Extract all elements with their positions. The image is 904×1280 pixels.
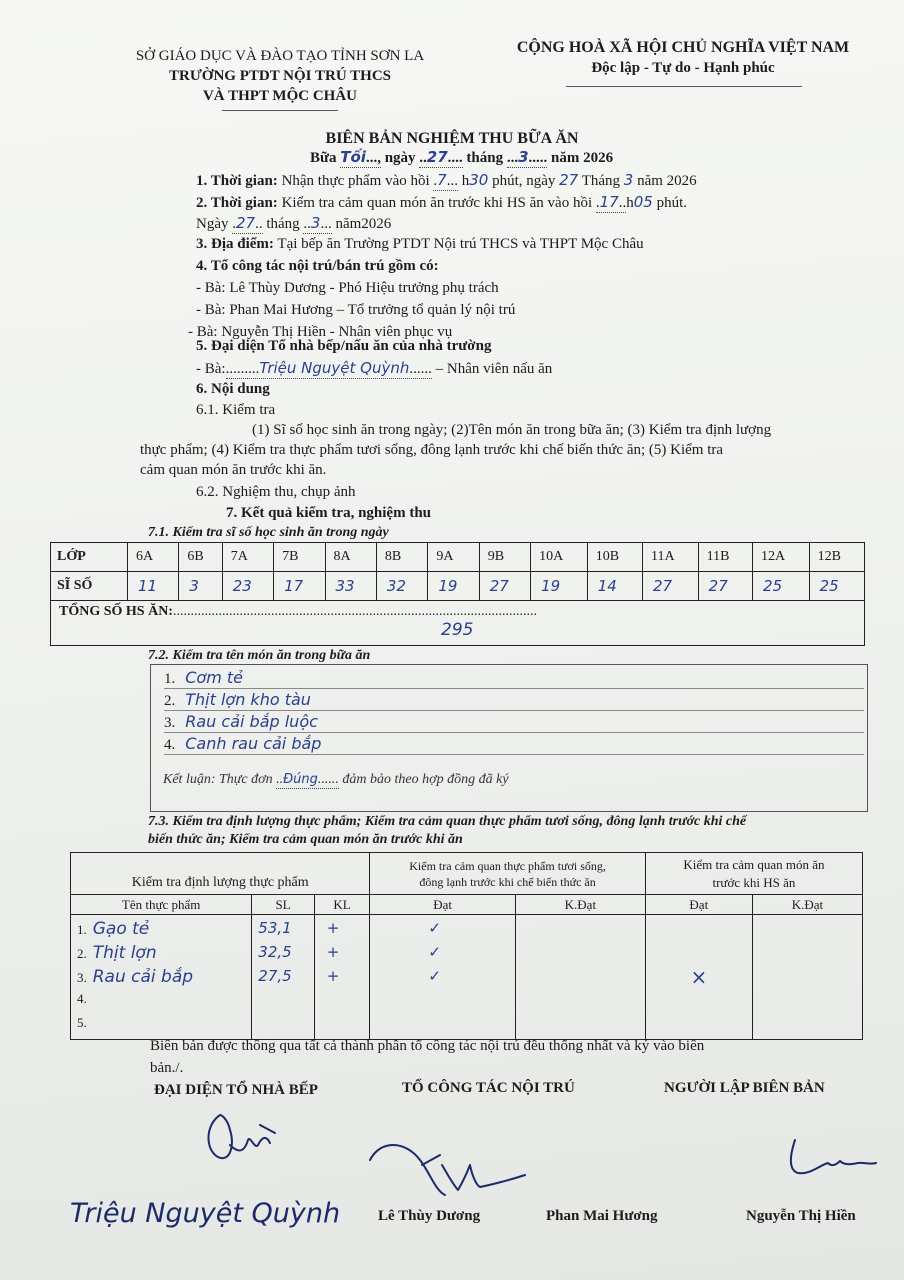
committee-sign-title: TỔ CÔNG TÁC NỘI TRÚ <box>402 1080 575 1096</box>
sub-food: Tên thực phẩm <box>71 895 252 915</box>
class-10a: 10A <box>531 543 588 572</box>
class-12b: 12B <box>809 543 864 572</box>
header-right <box>488 38 878 78</box>
dish-conclusion: Kết luận: Thực đơn ..Đúng...... đảm bảo theo hợp đồng đã ký <box>163 772 509 787</box>
food-number: 2. <box>77 946 87 961</box>
count-value: 19 <box>438 576 458 595</box>
section-2-minute: 05 <box>633 193 653 211</box>
count-value: 27 <box>652 576 673 595</box>
section-7-3-title-line-1: 7.3. Kiểm tra định lượng thực phẩm; Kiểm tra cảm quan thực phẩm tươi sống, đông lạnh trước khi chế <box>148 814 747 829</box>
col-sensory-header <box>645 853 862 895</box>
food-row <box>77 919 149 939</box>
count-value: 19 <box>541 576 561 595</box>
header-left-underline <box>222 110 338 111</box>
count-7a <box>222 572 273 601</box>
section-7-2-title: 7.2. Kiểm tra tên món ăn trong bữa ăn <box>148 648 371 663</box>
dish-row <box>164 712 864 733</box>
conclusion-text: đảm bảo theo hợp đồng đã ký <box>342 772 509 787</box>
class-6b: 6B <box>179 543 222 572</box>
class-count-table <box>50 542 865 601</box>
count-value: 27 <box>489 576 509 595</box>
sub-sensory-pass: Đạt <box>645 895 752 915</box>
dish-number: 4. <box>164 737 176 753</box>
section-2: 2. Thời gian: Kiểm tra cảm quan món ăn trước khi HS ăn vào hồi .17..h05 phút. <box>196 193 687 211</box>
section-1-hour: 7 <box>437 171 447 189</box>
class-6a: 6A <box>128 543 179 572</box>
count-value: 3 <box>189 576 199 595</box>
class-9b: 9B <box>479 543 530 572</box>
sub-fresh-pass: Đạt <box>370 895 516 915</box>
food-name: Gạo tẻ <box>92 919 150 939</box>
committee-name-2: Phan Mai Hương <box>546 1208 658 1224</box>
closing-line-1: Biên bản được thông qua tất cả thành phần tổ công tác nội trú đều thống nhất và ký vào biên <box>150 1038 705 1054</box>
food-kl-value: + <box>326 943 340 961</box>
food-fresh-fail-cell <box>515 915 645 1040</box>
section-4-heading: 4. Tổ công tác nội trú/bán trú gồm có: <box>196 258 439 274</box>
dish-name: Thịt lợn kho tàu <box>185 690 311 709</box>
section-3 <box>196 236 644 253</box>
committee-name-1: Lê Thùy Dương <box>378 1208 481 1224</box>
section-2-day: 27 <box>236 214 256 232</box>
food-kl-value: + <box>326 919 340 937</box>
food-number: 3. <box>77 970 87 985</box>
food-pass-value: ✓ <box>428 919 441 937</box>
col-fresh-line-2: đông lạnh trước khi chế biến thức ăn <box>419 874 596 889</box>
food-name-cell <box>71 915 252 1040</box>
count-value: 25 <box>763 576 783 595</box>
food-kl-cell <box>314 915 370 1040</box>
conclusion-value: Đúng <box>283 772 318 787</box>
count-10a <box>531 572 588 601</box>
section-6-sub-1: 6.1. Kiểm tra <box>196 402 276 418</box>
recorder-signature <box>780 1135 880 1185</box>
kitchen-sign-title: ĐẠI DIỆN TỔ NHÀ BẾP <box>154 1082 318 1098</box>
total-value: 295 <box>441 620 474 640</box>
dish-row <box>164 734 864 755</box>
dish-name: Rau cải bắp luộc <box>185 712 318 731</box>
header-school-line2: VÀ THPT MỘC CHÂU <box>202 88 358 104</box>
section-1-prefix: 1. Thời gian: <box>196 173 278 189</box>
class-11a: 11A <box>642 543 698 572</box>
food-sensory-pass-cell <box>645 915 752 1040</box>
count-12a <box>753 572 810 601</box>
total-label-text: TỔNG SỐ HS ĂN: <box>59 604 173 619</box>
section-3-prefix: 3. Địa điểm: <box>196 236 274 252</box>
section-1-month: 3 <box>623 171 634 189</box>
food-number: 4. <box>77 991 87 1006</box>
section-1-minute: 30 <box>469 171 489 189</box>
sub-sensory-fail: K.Đạt <box>752 895 862 915</box>
food-sl-value: 27,5 <box>258 967 292 985</box>
section-2-text-b: phút. <box>656 195 687 211</box>
count-value: 14 <box>597 576 617 595</box>
section-2-date: Ngày .27.. tháng ..3... năm2026 <box>196 214 392 232</box>
section-1-text-a: Nhận thực phẩm vào hồi <box>281 173 430 189</box>
food-fresh-pass-cell <box>370 915 516 1040</box>
count-9b <box>479 572 530 601</box>
dish-name: Cơm tẻ <box>185 668 243 687</box>
count-row-label: SĨ SỐ <box>51 572 128 601</box>
count-value: 25 <box>819 576 839 595</box>
food-row <box>77 943 157 963</box>
section-4-member-3: - Bà: Nguyễn Thị Hiền - Nhân viên phục vụ <box>188 324 453 340</box>
class-9a: 9A <box>428 543 479 572</box>
col-fresh-header <box>370 853 645 895</box>
section-1-text-b: phút, ngày <box>492 173 556 189</box>
section-5-heading: 5. Đại diện Tổ nhà bếp/nấu ăn của nhà trường <box>196 338 492 354</box>
meal-month-value: 3 <box>518 148 529 166</box>
header-motto: Độc lập - Tự do - Hạnh phúc <box>591 60 775 76</box>
dish-row <box>164 690 864 711</box>
meal-value: Tối <box>340 148 366 166</box>
class-12a: 12A <box>753 543 810 572</box>
food-sl-cell <box>252 915 314 1040</box>
sub-sl: SL <box>252 895 314 915</box>
count-row <box>51 572 865 601</box>
total-box <box>50 600 865 646</box>
section-6-para-line-2: thực phẩm; (4) Kiểm tra thực phẩm tươi sống, đông lạnh trước khi chế biến thức ăn; (5) Kiểm tra <box>140 442 724 458</box>
section-5-name: Triệu Nguyệt Quỳnh <box>259 359 410 377</box>
count-11b <box>698 572 752 601</box>
class-7b: 7B <box>274 543 325 572</box>
header-department: SỞ GIÁO DỤC VÀ ĐÀO TẠO TỈNH SƠN LA <box>135 48 425 64</box>
meal-label: Bữa <box>310 150 337 166</box>
header-country: CỘNG HOÀ XÃ HỘI CHỦ NGHĨA VIỆT NAM <box>516 39 850 56</box>
committee-signature <box>360 1135 540 1205</box>
count-6b <box>179 572 222 601</box>
section-2-month-label: tháng <box>266 216 300 232</box>
section-2-prefix: 2. Thời gian: <box>196 195 278 211</box>
section-6-para-line-1: (1) Sĩ số học sinh ăn trong ngày; (2)Tên món ăn trong bữa ăn; (3) Kiểm tra định lượng <box>252 422 772 438</box>
meal-line: Bữa Tối..., ngày ..27.... tháng ...3..... năm 2026 <box>310 148 614 166</box>
header-school-line1: TRƯỜNG PTDT NỘI TRÚ THCS <box>169 68 391 84</box>
section-5-ba-label: - Bà: <box>196 361 226 377</box>
food-pass-value: ✓ <box>428 967 441 985</box>
section-2-year: năm2026 <box>335 216 392 232</box>
count-value: 23 <box>232 576 252 595</box>
section-1-text-c: Tháng <box>581 173 621 189</box>
recorder-name: Nguyễn Thị Hiền <box>746 1208 856 1224</box>
count-10b <box>587 572 642 601</box>
section-3-text: Tại bếp ăn Trường PTDT Nội trú THCS và THPT Mộc Châu <box>277 236 644 252</box>
dish-number: 3. <box>164 715 176 731</box>
food-name: Rau cải bắp <box>92 967 194 987</box>
class-8b: 8B <box>376 543 427 572</box>
count-12b <box>809 572 864 601</box>
sensory-pass-mark: × <box>690 965 708 989</box>
meal-day-value: 27 <box>426 148 448 166</box>
count-7b <box>274 572 325 601</box>
kitchen-name: Triệu Nguyệt Quỳnh <box>70 1198 341 1229</box>
sub-fresh-fail: K.Đạt <box>515 895 645 915</box>
food-row <box>77 991 87 1007</box>
section-2-day-label: Ngày <box>196 216 229 232</box>
recorder-sign-title: NGƯỜI LẬP BIÊN BẢN <box>664 1080 825 1096</box>
count-value: 17 <box>284 576 304 595</box>
count-6a <box>128 572 179 601</box>
closing-line-2: bản./. <box>150 1060 184 1076</box>
food-sl-value: 32,5 <box>258 943 292 961</box>
class-7a: 7A <box>222 543 273 572</box>
header-left <box>120 46 440 106</box>
count-value: 27 <box>708 576 728 595</box>
dish-number: 2. <box>164 693 176 709</box>
count-8a <box>325 572 376 601</box>
section-2-h: h <box>626 195 634 211</box>
meal-day-label: ngày <box>384 150 416 166</box>
section-1: 1. Thời gian: Nhận thực phẩm vào hồi .7... h30 phút, ngày 27 Tháng 3 năm 2026 <box>196 171 697 189</box>
col-sensory-line-2: trước khi HS ăn <box>712 874 796 890</box>
document-title: BIÊN BẢN NGHIỆM THU BỮA ĂN <box>325 130 579 147</box>
class-10b: 10B <box>587 543 642 572</box>
sub-kl: KL <box>314 895 370 915</box>
section-7-heading: 7. Kết quả kiểm tra, nghiệm thu <box>226 505 432 521</box>
section-1-h: h <box>461 173 470 189</box>
class-row-label: LỚP <box>51 543 128 572</box>
count-value: 32 <box>386 576 407 595</box>
section-5-role: – Nhân viên nấu ăn <box>435 361 553 377</box>
dish-number: 1. <box>164 671 176 687</box>
count-8b <box>376 572 427 601</box>
food-number: 1. <box>77 922 87 937</box>
conclusion-label: Kết luận: Thực đơn <box>163 772 273 787</box>
food-sensory-fail-cell <box>752 915 862 1040</box>
food-row <box>77 1015 87 1031</box>
section-5-representative: - Bà:.........Triệu Nguyệt Quỳnh...... – Nhân viên nấu ăn <box>196 359 553 377</box>
food-check-table <box>70 852 863 1040</box>
food-kl-value: + <box>326 967 340 985</box>
count-value: 11 <box>138 576 158 595</box>
header-right-underline <box>566 86 802 87</box>
section-4-member-2: - Bà: Phan Mai Hương – Tổ trưởng tổ quản lý nội trú <box>196 302 516 318</box>
food-pass-value: ✓ <box>428 943 441 961</box>
col-sensory-line-1: Kiểm tra cảm quan món ăn <box>683 856 825 872</box>
col-quantity-header: Kiểm tra định lượng thực phẩm <box>71 853 370 895</box>
food-number: 5. <box>77 1015 87 1030</box>
meal-month-label: tháng <box>466 150 504 166</box>
total-label: TỔNG SỐ HS ĂN:........................................................................................................ <box>59 604 537 619</box>
kitchen-signature <box>200 1105 290 1165</box>
class-8a: 8A <box>325 543 376 572</box>
section-2-month: 3 <box>310 214 321 232</box>
count-value: 33 <box>335 576 355 595</box>
section-6-heading: 6. Nội dung <box>196 381 270 397</box>
section-1-day: 27 <box>559 171 579 189</box>
food-name: Thịt lợn <box>92 943 157 963</box>
class-11b: 11B <box>698 543 752 572</box>
col-fresh-line-1: Kiểm tra cảm quan thực phẩm tươi sống, <box>409 858 606 873</box>
count-9a <box>428 572 479 601</box>
section-4-member-1: - Bà: Lê Thùy Dương - Phó Hiệu trưởng phụ trách <box>196 280 499 296</box>
food-sl-value: 53,1 <box>258 919 292 937</box>
food-row <box>77 967 193 987</box>
section-2-hour: 17 <box>599 193 619 211</box>
count-11a <box>642 572 698 601</box>
section-1-text-d: năm 2026 <box>637 173 697 189</box>
class-row <box>51 543 865 572</box>
meal-year: năm 2026 <box>551 150 614 166</box>
section-7-3-title-line-2: biến thức ăn; Kiểm tra cảm quan món ăn trước khi ăn <box>148 832 463 847</box>
section-6-para-line-3: cảm quan món ăn trước khi ăn. <box>140 462 327 478</box>
dish-name: Canh rau cải bắp <box>185 734 322 753</box>
section-6-sub-2: 6.2. Nghiệm thu, chụp ảnh <box>196 484 356 500</box>
section-7-1-title: 7.1. Kiểm tra sĩ số học sinh ăn trong ngày <box>148 525 389 540</box>
dish-row <box>164 668 864 689</box>
section-2-text-a: Kiểm tra cảm quan món ăn trước khi HS ăn vào hồi <box>281 195 593 211</box>
